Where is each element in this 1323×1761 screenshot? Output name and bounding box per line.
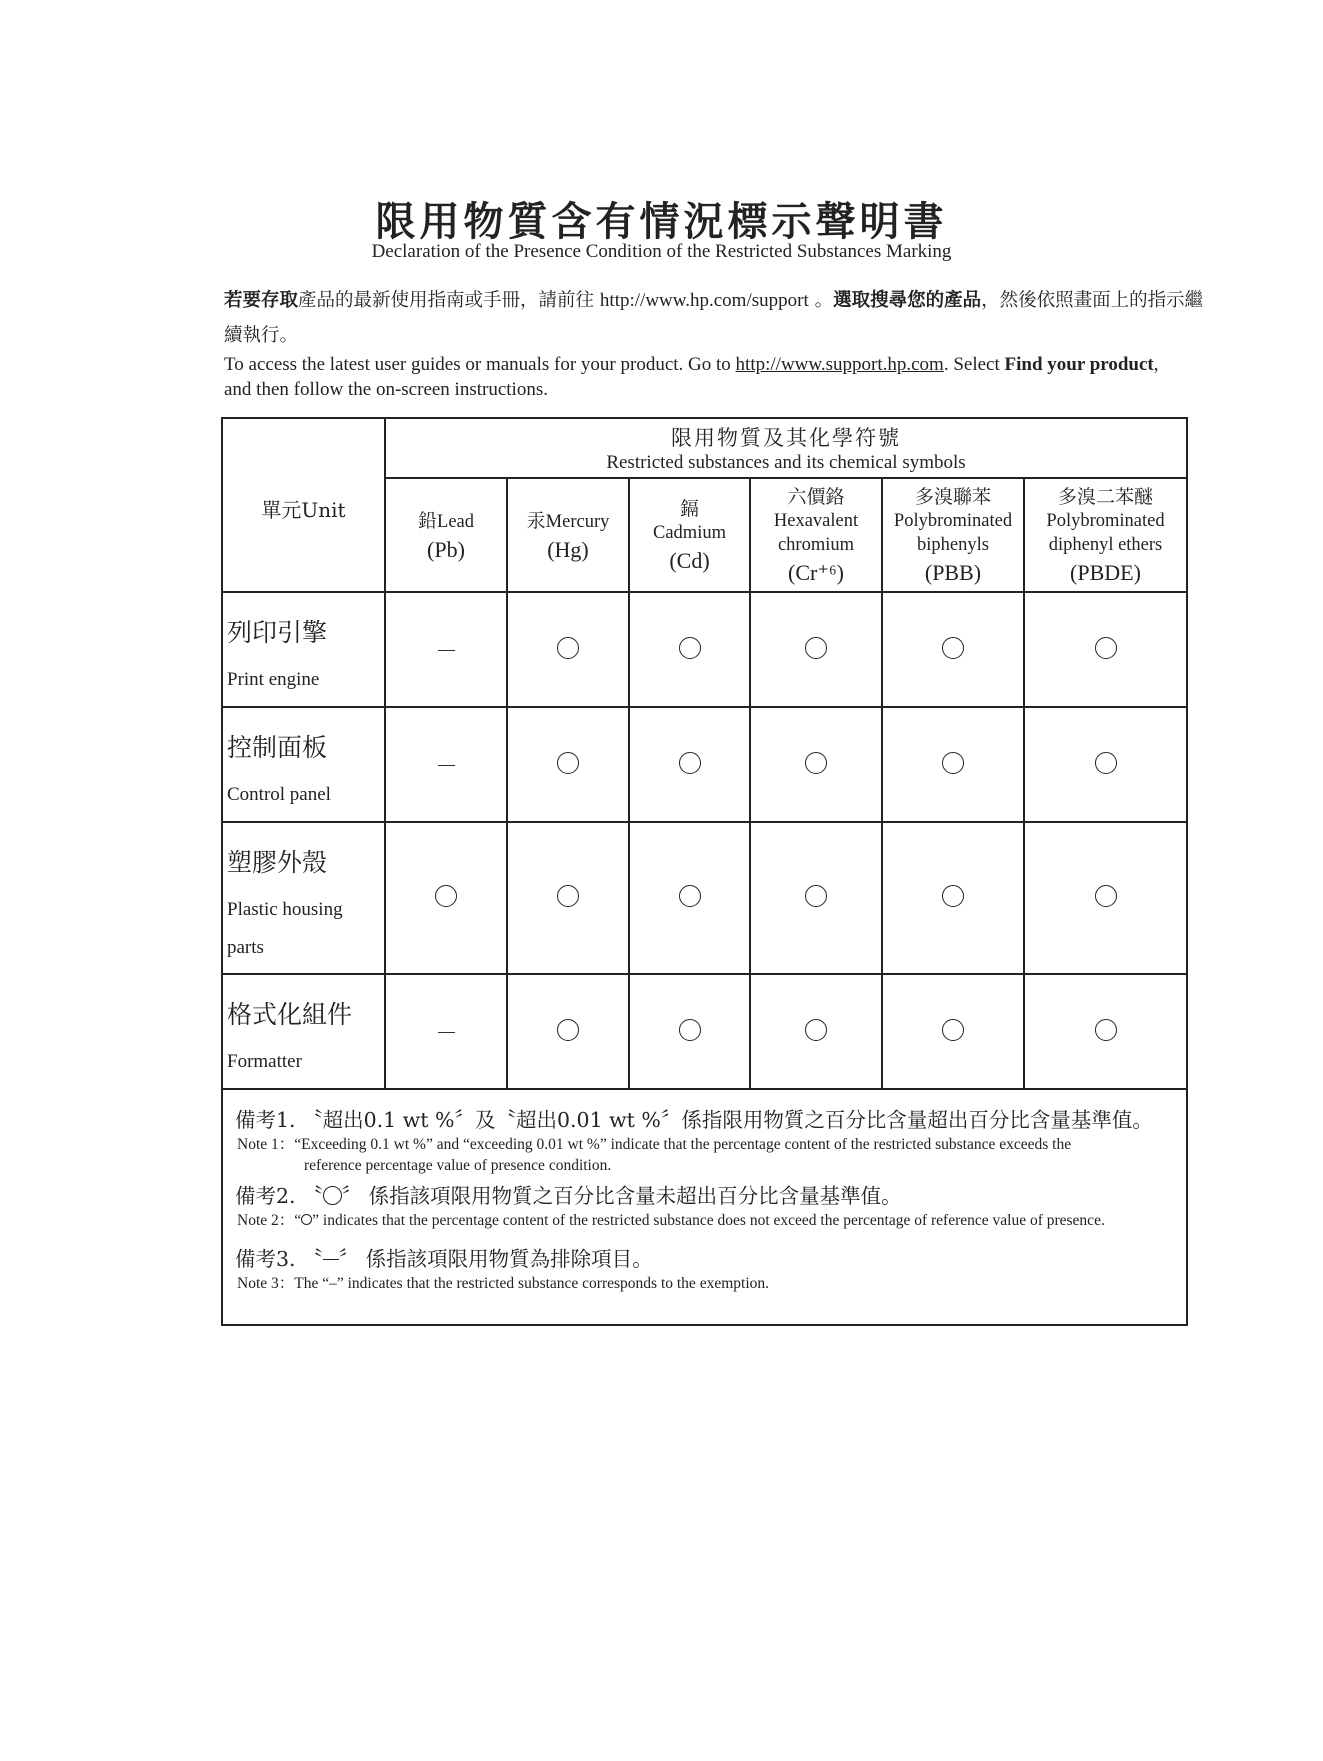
intro-en-text-1: To access the latest user guides or manuals for your product. Go to xyxy=(224,354,731,375)
group-header-zh: 限用物質及其化學符號 xyxy=(671,426,901,450)
dash-mark-icon xyxy=(438,1032,455,1033)
dash-mark-icon xyxy=(438,650,455,651)
substance-zh: 汞 xyxy=(526,509,546,532)
mark-cell xyxy=(629,822,750,974)
circle-symbol-icon xyxy=(301,1214,312,1225)
circle-mark-icon xyxy=(679,885,701,907)
unit-header: 單元Unit xyxy=(222,418,385,592)
note-3-zh-suffix: 〞 係指該項限用物質為排除項目。 xyxy=(338,1247,653,1271)
group-header-en: Restricted substances and its chemical symbols xyxy=(606,452,966,473)
circle-mark-icon xyxy=(942,637,964,659)
substance-zh: 六價鉻 xyxy=(787,486,845,508)
row-label-zh: 列印引擎 xyxy=(227,618,328,647)
substances-table-wrap xyxy=(221,417,1188,1326)
substance-header-2 xyxy=(629,478,750,592)
intro-english xyxy=(224,352,1189,402)
note-2-en xyxy=(237,1210,1176,1231)
substance-en: Polybrominated biphenyls xyxy=(893,511,1013,555)
circle-mark-icon xyxy=(942,885,964,907)
row-label-zh: 控制面板 xyxy=(227,733,328,762)
mark-cell xyxy=(750,592,882,707)
mark-cell xyxy=(629,592,750,707)
circle-symbol-icon xyxy=(323,1186,342,1205)
circle-mark-icon xyxy=(1095,637,1117,659)
substance-en: Polybrominated diphenyl ethers xyxy=(1046,511,1165,555)
substance-zh: 多溴聯苯 xyxy=(914,486,991,508)
substance-header-0 xyxy=(385,478,507,592)
mark-cell xyxy=(1024,822,1187,974)
circle-mark-icon xyxy=(1095,1019,1117,1041)
table-row xyxy=(222,592,1187,707)
mark-cell xyxy=(882,822,1024,974)
mark-cell xyxy=(385,592,507,707)
mark-cell xyxy=(750,822,882,974)
note-2-en-suffix: ” indicates that the percentage content of the restricted substance does not exceed the percentage of reference value of presence. xyxy=(312,1212,1105,1229)
circle-mark-icon xyxy=(557,1019,579,1041)
page-title: 限用物質含有情況標示聲明書 xyxy=(375,198,948,245)
substance-header-4 xyxy=(882,478,1024,592)
note-2-en-prefix: Note 2：“ xyxy=(237,1212,302,1229)
substance-en: Cadmium xyxy=(653,523,726,543)
substance-symbol: (Cd) xyxy=(669,548,710,573)
dash-mark-icon xyxy=(438,765,455,766)
substance-header-1 xyxy=(507,478,629,592)
row-label xyxy=(222,974,385,1089)
support-link[interactable]: http://www.support.hp.com xyxy=(735,354,944,375)
note-3-en: Note 3：The “–” indicates that the restricted substance corresponds to the exemption. xyxy=(237,1275,769,1292)
circle-mark-icon xyxy=(805,752,827,774)
note-1-en-cont: reference percentage value of presence condition. xyxy=(304,1157,612,1174)
intro-zh-text-2: ，然後依照畫面上的指示繼續執行。 xyxy=(224,290,1204,346)
mark-cell xyxy=(1024,592,1187,707)
table-row xyxy=(222,707,1187,822)
substance-zh: 鉛 xyxy=(418,509,438,532)
substance-zh: 鎘 xyxy=(679,498,699,520)
row-label-zh: 格式化組件 xyxy=(227,1000,353,1029)
table-row xyxy=(222,822,1187,974)
substance-header-5 xyxy=(1024,478,1187,592)
substance-en: Lead xyxy=(437,511,474,532)
substance-symbol: (PBDE) xyxy=(1070,560,1141,585)
notes-cell xyxy=(222,1089,1187,1325)
mark-cell xyxy=(882,707,1024,822)
row-label xyxy=(222,592,385,707)
mark-cell xyxy=(629,707,750,822)
dash-symbol-icon xyxy=(323,1259,339,1260)
circle-mark-icon xyxy=(805,885,827,907)
note-gap xyxy=(233,1231,1176,1245)
substance-en: Mercury xyxy=(545,511,610,532)
substances-table xyxy=(221,417,1188,1326)
substance-zh: 多溴二苯醚 xyxy=(1057,486,1153,508)
mark-cell xyxy=(507,974,629,1089)
row-label-en: Control panel xyxy=(227,784,331,805)
circle-mark-icon xyxy=(557,637,579,659)
table-row xyxy=(222,974,1187,1089)
page-subtitle: Declaration of the Presence Condition of the Restricted Substances Marking xyxy=(371,241,952,262)
notes-row xyxy=(222,1089,1187,1325)
intro-chinese xyxy=(224,283,1214,353)
circle-mark-icon xyxy=(679,752,701,774)
mark-cell xyxy=(629,974,750,1089)
substances-group-header xyxy=(385,418,1187,478)
circle-mark-icon xyxy=(679,1019,701,1041)
note-1-en: Note 1：“Exceeding 0.1 wt %” and “exceeding 0.01 wt %” indicate that the percentage content of the restricted substance exceeds the reference percentage value of presence condition. xyxy=(237,1134,1176,1176)
circle-mark-icon xyxy=(679,637,701,659)
substance-symbol: (PBB) xyxy=(924,560,982,585)
circle-mark-icon xyxy=(557,885,579,907)
substance-en: Hexavalent chromium xyxy=(773,511,859,555)
row-label-en: Formatter xyxy=(227,1051,302,1072)
substance-header-3 xyxy=(750,478,882,592)
circle-mark-icon xyxy=(1095,885,1117,907)
intro-zh-text-1: 產品的最新使用指南或手冊，請前往 xyxy=(298,290,595,311)
mark-cell xyxy=(882,974,1024,1089)
mark-cell xyxy=(385,707,507,822)
mark-cell xyxy=(750,707,882,822)
intro-zh-url[interactable]: http://www.hp.com/support xyxy=(599,290,809,311)
note-2-zh-suffix: 〞 係指該項限用物質之百分比含量未超出百分比含量基準值。 xyxy=(341,1184,902,1208)
intro-zh-bold-1: 若要存取 xyxy=(224,290,299,311)
note-3-zh-prefix: 備考3. 〝 xyxy=(235,1247,323,1271)
row-label xyxy=(222,822,385,974)
row-label-en: Print engine xyxy=(227,669,320,690)
row-label-zh: 塑膠外殼 xyxy=(227,848,328,877)
substance-symbol: (Hg) xyxy=(547,536,589,562)
circle-mark-icon xyxy=(1095,752,1117,774)
row-label xyxy=(222,707,385,822)
intro-en-text-3: , and then follow the on-screen instructions. xyxy=(224,354,1159,400)
mark-cell xyxy=(385,974,507,1089)
note-1-zh: 備考1. 〝超出0.1 wt %〞及〝超出0.01 wt %〞係指限用物質之百分比含量超出百分比含量基準值。 xyxy=(235,1108,1153,1132)
mark-cell xyxy=(385,822,507,974)
mark-cell xyxy=(882,592,1024,707)
mark-cell xyxy=(1024,974,1187,1089)
intro-zh-bold-2: 選取搜尋您的產品 xyxy=(833,290,982,311)
note-2-zh-prefix: 備考2. 〝 xyxy=(235,1184,323,1208)
mark-cell xyxy=(507,592,629,707)
note-2-zh xyxy=(235,1182,1176,1210)
mark-cell xyxy=(1024,707,1187,822)
circle-mark-icon xyxy=(435,885,457,907)
circle-mark-icon xyxy=(557,752,579,774)
note-3-zh xyxy=(235,1245,1176,1273)
circle-mark-icon xyxy=(942,1019,964,1041)
circle-mark-icon xyxy=(805,1019,827,1041)
mark-cell xyxy=(750,974,882,1089)
row-label-en: Plastic housing parts xyxy=(227,899,343,958)
circle-mark-icon xyxy=(805,637,827,659)
intro-en-text-2: . Select xyxy=(943,354,1000,375)
substance-symbol: (Cr⁺⁶) xyxy=(788,560,844,585)
mark-cell xyxy=(507,822,629,974)
intro-en-bold: Find your product xyxy=(1004,354,1154,375)
circle-mark-icon xyxy=(942,752,964,774)
intro-zh-mid: 。 xyxy=(814,290,834,311)
mark-cell xyxy=(507,707,629,822)
substance-symbol: (Pb) xyxy=(427,536,465,562)
